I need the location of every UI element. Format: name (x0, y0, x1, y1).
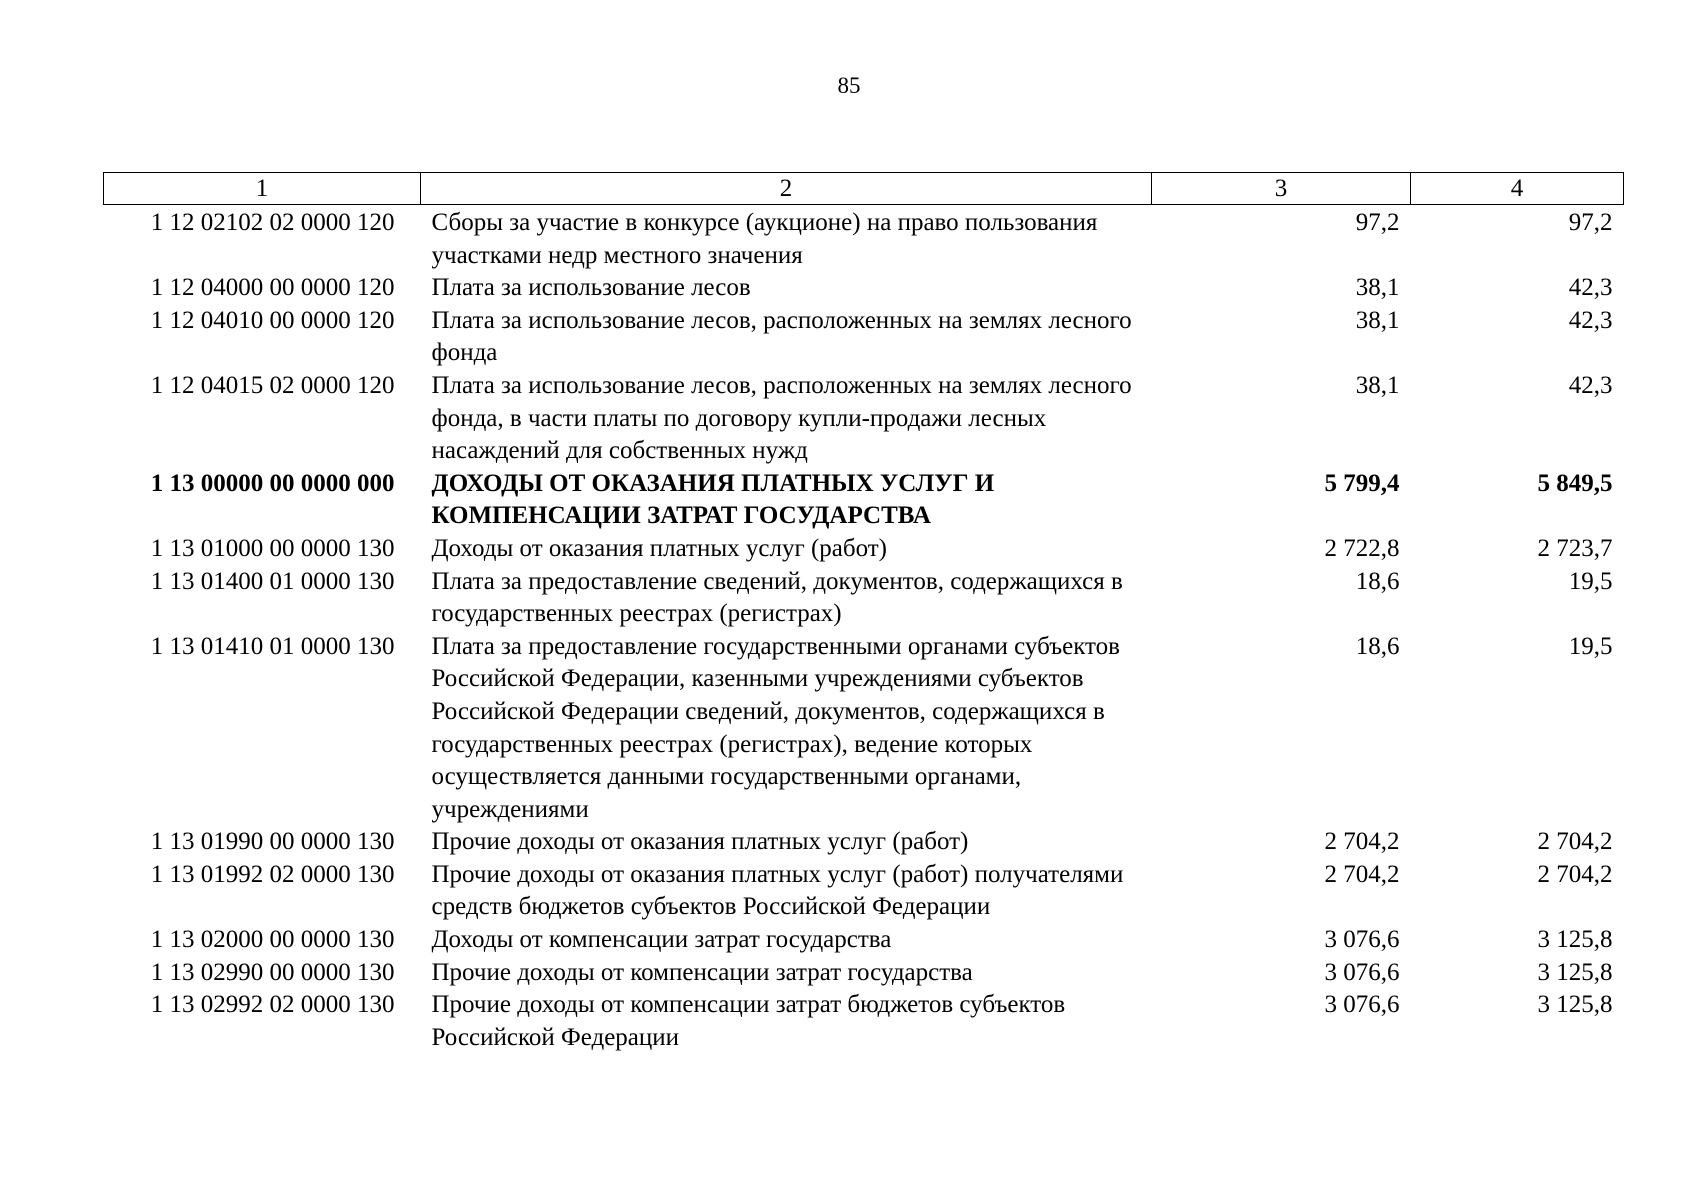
row-code: 1 13 01400 01 0000 130 (150, 567, 395, 595)
row-code: 1 13 02990 00 0000 130 (150, 958, 395, 986)
table-row (104, 631, 1624, 827)
row-name: Плата за использование лесов, расположенных на землях лесного фонда (431, 306, 1132, 367)
row-name: Плата за использование лесов, расположенных на землях лесного фонда, в части платы по договору купли-продажи лесных насаждений для собственных нужд (431, 371, 1132, 465)
column-header-4: 4 (1411, 173, 1624, 205)
row-code: 1 13 02992 02 0000 130 (150, 991, 395, 1019)
row-code: 1 13 01992 02 0000 130 (150, 860, 395, 888)
row-code: 1 13 02000 00 0000 130 (150, 926, 395, 954)
table-row (104, 468, 1624, 533)
row-value-col4: 2 723,7 (1537, 534, 1613, 562)
column-header-3: 3 (1152, 173, 1411, 205)
row-value-col4: 2 704,2 (1537, 828, 1613, 856)
table-row (104, 566, 1624, 631)
row-value-col4: 42,3 (1568, 371, 1613, 399)
row-name: Плата за использование лесов (431, 274, 751, 302)
row-value-col4: 42,3 (1568, 274, 1613, 302)
row-name: Доходы от оказания платных услуг (работ) (431, 534, 888, 562)
table-row (104, 533, 1624, 566)
table-row (104, 205, 1624, 273)
row-value-col3: 5 799,4 (1324, 469, 1400, 497)
column-header-1: 1 (104, 173, 421, 205)
row-value-col4: 42,3 (1568, 306, 1613, 334)
row-value-col4: 5 849,5 (1537, 469, 1613, 497)
row-value-col4: 2 704,2 (1537, 860, 1613, 888)
row-value-col3: 2 704,2 (1324, 860, 1400, 888)
column-header-2: 2 (421, 173, 1152, 205)
row-name: Прочие доходы от оказания платных услуг (работ) получателями средств бюджетов субъектов Российской Федерации (431, 860, 1124, 921)
row-value-col3: 2 722,8 (1324, 534, 1400, 562)
table-body (104, 205, 1624, 1055)
row-value-col3: 97,2 (1355, 209, 1400, 236)
row-name: Прочие доходы от компенсации затрат государства (431, 958, 973, 986)
row-value-col3: 18,6 (1355, 567, 1400, 595)
row-code: 1 12 02102 02 0000 120 (150, 209, 395, 236)
revenue-table (103, 172, 1624, 1054)
row-value-col3: 38,1 (1355, 274, 1400, 302)
row-value-col3: 38,1 (1355, 306, 1400, 334)
row-name: Доходы от компенсации затрат государства (431, 926, 892, 954)
row-name: ДОХОДЫ ОТ ОКАЗАНИЯ ПЛАТНЫХ УСЛУГ И КОМПЕНСАЦИИ ЗАТРАТ ГОСУДАРСТВА (431, 469, 995, 530)
row-code: 1 13 01990 00 0000 130 (150, 828, 395, 856)
row-value-col3: 3 076,6 (1324, 958, 1400, 986)
row-code: 1 12 04010 00 0000 120 (150, 306, 395, 334)
row-value-col4: 3 125,8 (1537, 958, 1613, 986)
row-code: 1 12 04000 00 0000 120 (150, 274, 395, 302)
table-header-row (104, 173, 1624, 205)
table-row (104, 272, 1624, 305)
row-name: Прочие доходы от компенсации затрат бюджетов субъектов Российской Федерации (431, 991, 1066, 1051)
table-row (104, 305, 1624, 370)
row-value-col3: 3 076,6 (1324, 991, 1400, 1019)
table-row (104, 826, 1624, 859)
row-code: 1 13 01000 00 0000 130 (150, 534, 395, 562)
row-value-col4: 19,5 (1568, 632, 1613, 660)
row-value-col4: 97,2 (1568, 209, 1613, 236)
row-code: 1 12 04015 02 0000 120 (150, 371, 395, 399)
row-code: 1 13 00000 00 0000 000 (150, 469, 395, 497)
table-row (104, 859, 1624, 924)
row-name: Плата за предоставление сведений, документов, содержащихся в государственных реестрах (регистрах) (431, 567, 1123, 628)
row-name: Прочие доходы от оказания платных услуг (работ) (431, 828, 969, 856)
row-value-col3: 18,6 (1355, 632, 1400, 660)
table-row (104, 924, 1624, 957)
row-value-col3: 2 704,2 (1324, 828, 1400, 856)
row-code: 1 13 01410 01 0000 130 (150, 632, 395, 660)
table-row (104, 989, 1624, 1054)
row-name: Сборы за участие в конкурсе (аукционе) на право пользования участками недр местного значения (431, 209, 1098, 269)
table-row (104, 370, 1624, 468)
page-number: 85 (837, 73, 861, 98)
row-value-col4: 19,5 (1568, 567, 1613, 595)
row-value-col3: 38,1 (1355, 371, 1400, 399)
table-row (104, 957, 1624, 990)
row-value-col4: 3 125,8 (1537, 991, 1613, 1019)
row-name: Плата за предоставление государственными органами субъектов Российской Федерации, казенными учреждениями субъектов Российской Федерации сведений, документов, содержащихся в государственных реестрах (регистрах), ведение которых осуществляется данными государственными органами, учреждениями (431, 632, 1120, 823)
row-value-col4: 3 125,8 (1537, 926, 1613, 954)
row-value-col3: 3 076,6 (1324, 926, 1400, 954)
